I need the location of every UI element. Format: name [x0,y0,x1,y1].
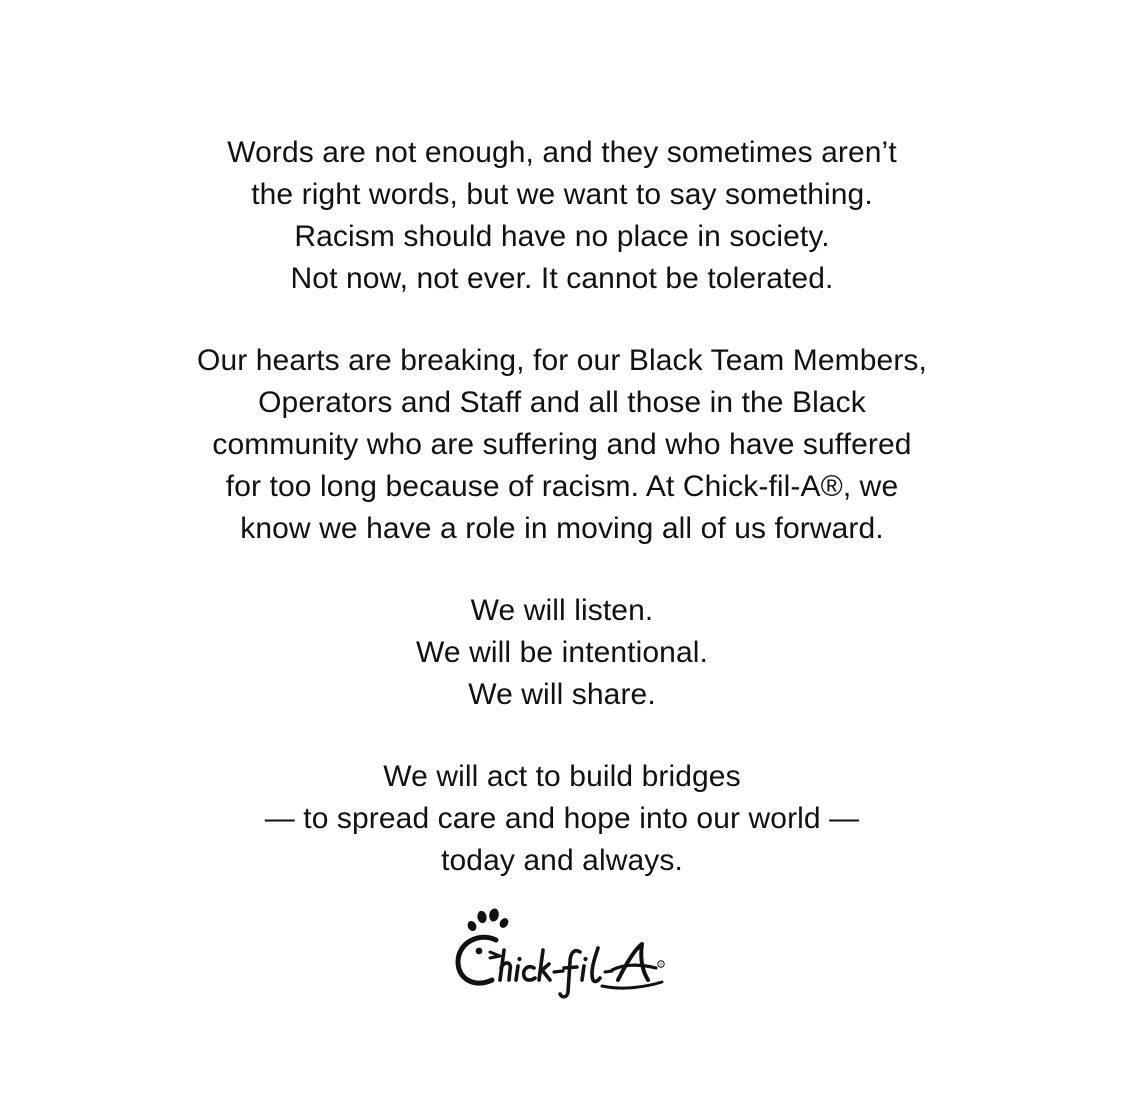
statement-line: — to spread care and hope into our world — [264,802,860,835]
statement-line: the right words, but we want to say something. [251,178,873,211]
statement-line: know we have a role in moving all of us forward. [240,512,884,545]
paragraph-hearts [0,340,1124,550]
registered-mark: ® [659,961,663,967]
statement [0,132,1124,922]
chicken-tuft-icon [466,908,510,933]
chick-fil-a-logo [452,906,672,1002]
statement-line: We will be intentional. [416,636,708,669]
paragraph-bridges [0,756,1124,882]
statement-line: Operators and Staff and all those in the Black [258,386,866,419]
statement-line: We will share. [468,678,656,711]
statement-line: community who are suffering and who have suffered [212,428,912,461]
statement-line: Not now, not ever. It cannot be tolerated. [290,262,834,295]
statement-line: We will act to build bridges [383,760,741,793]
paragraph-commitment [0,132,1124,300]
chick-fil-a-wordmark-icon [452,906,672,1002]
statement-line: Words are not enough, and they sometimes aren’t [227,136,897,169]
paragraph-pledges [0,590,1124,716]
statement-line: today and always. [441,844,683,877]
statement-line: Our hearts are breaking, for our Black Team Members, [197,344,927,377]
statement-line: Racism should have no place in society. [294,220,830,253]
statement-line: We will listen. [470,594,654,627]
statement-line: for too long because of racism. At Chick-fil-A®, we [225,470,899,503]
